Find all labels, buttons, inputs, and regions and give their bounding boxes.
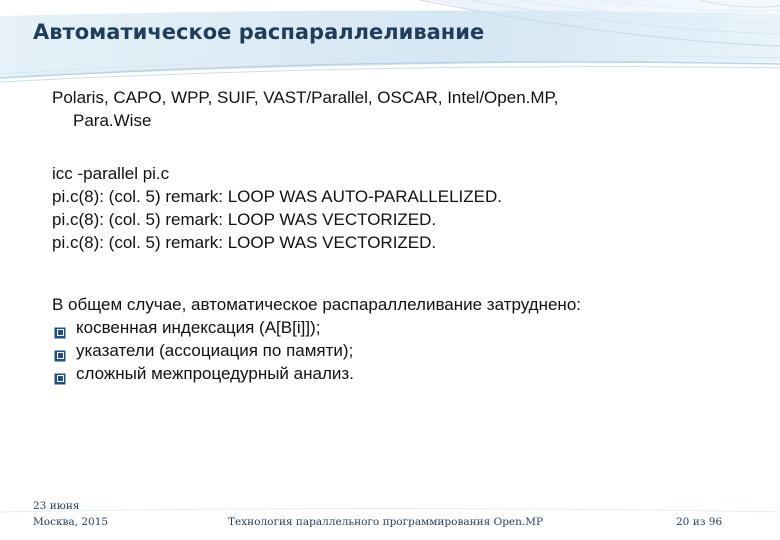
footer-course-title: Технология параллельного программирования Open.MP [228, 516, 544, 528]
difficulty-intro: В общем случае, автоматическое распараллеливание затруднено: [52, 295, 582, 314]
checkbox-square-icon [54, 345, 66, 357]
checkbox-square-icon [54, 322, 66, 334]
checkbox-square-icon [54, 368, 66, 380]
footer-date-line-1: 23 июня [33, 500, 80, 512]
list-item [52, 316, 581, 339]
difficulty-section [52, 293, 581, 385]
tools-paragraph [52, 86, 558, 132]
list-item [52, 362, 581, 385]
tools-line-2: Para.Wise [73, 111, 152, 130]
compiler-command: icc -parallel pi.c [52, 164, 170, 183]
bullet-text: сложный межпроцедурный анализ. [76, 364, 354, 383]
compiler-output [52, 162, 502, 254]
compiler-remark: pi.c(8): (col. 5) remark: LOOP WAS VECTORIZED. [52, 210, 437, 229]
footer-page-number: 20 из 96 [676, 516, 723, 528]
compiler-remark: pi.c(8): (col. 5) remark: LOOP WAS VECTORIZED. [52, 233, 437, 252]
tools-line-1: Polaris, CAPO, WPP, SUIF, VAST/Parallel, OSCAR, Intel/Open.MP, [52, 88, 559, 107]
list-item [52, 339, 581, 362]
slide-title: Автоматическое распараллеливание [33, 20, 485, 44]
bullet-text: косвенная индексация (A[B[i]]); [76, 318, 321, 337]
bullet-text: указатели (ассоциация по памяти); [76, 341, 354, 360]
compiler-remark: pi.c(8): (col. 5) remark: LOOP WAS AUTO-PARALLELIZED. [52, 187, 502, 206]
footer-date-line-2: Москва, 2015 [33, 516, 109, 528]
